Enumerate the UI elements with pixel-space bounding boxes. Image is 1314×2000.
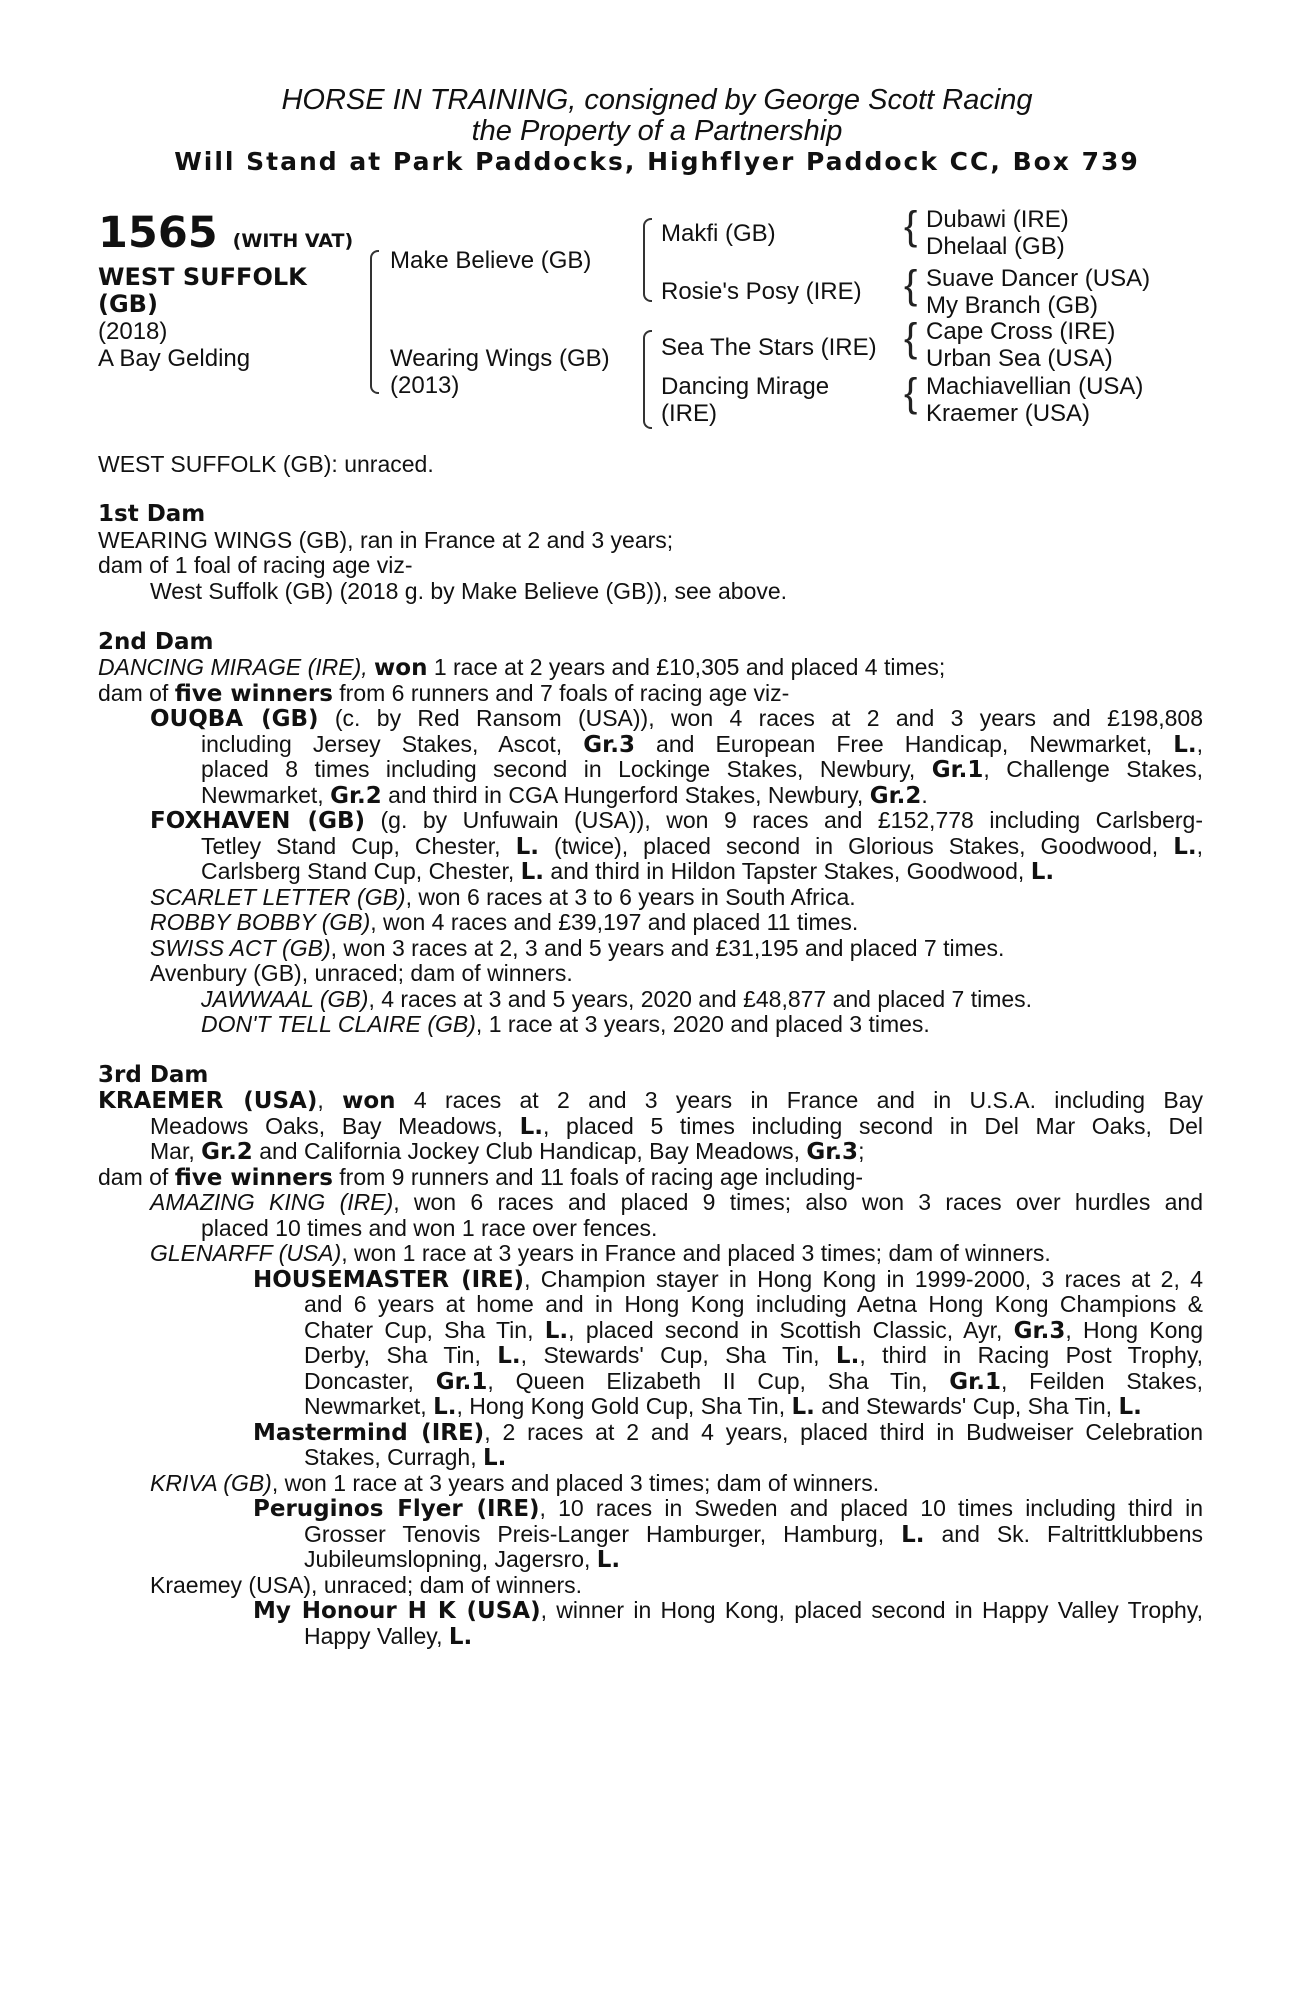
first-dam-heading: 1st Dam [98,501,206,527]
avenbury-line: Avenbury (GB), unraced; dam of winners. [150,960,573,986]
first-dam-foal: West Suffolk (GB) (2018 g. by Make Believe (GB)), see above. [150,578,788,604]
foaling-year: (2018) [98,318,168,345]
dam-parents-brace [643,330,652,429]
great-grandsire-4: Machiavellian (USA) [926,373,1144,400]
peruginos-flyer-line: Jubileumslopning, Jagersro, L. [304,1546,621,1573]
great-granddam-2: My Branch (GB) [926,292,1099,319]
foxhaven-line: FOXHAVEN (GB) (g. by Unfuwain (USA)), won 9 races and £152,778 including Carlsberg- [150,807,1204,834]
foxhaven-name: FOXHAVEN (GB) [150,808,365,834]
consignor-line: HORSE IN TRAINING, consigned by George Scott Racing [281,84,1033,116]
ouqba-line: placed 8 times including second in Lockinge Stakes, Newbury, Gr.1, Challenge Stakes, [201,756,1204,783]
second-dam-line: DANCING MIRAGE (IRE), won 1 race at 2 years and £10,305 and placed 4 times; [98,654,946,681]
sire-dam: Rosie's Posy (IRE) [661,278,862,305]
horse-name: WEST SUFFOLK [98,263,307,291]
parents-brace [370,250,379,394]
housemaster-line: Chater Cup, Sha Tin, L., placed second in Scottish Classic, Ayr, Gr.3, Hong Kong [304,1317,1204,1344]
housemaster-line: Newmarket, L., Hong Kong Gold Cup, Sha Tin, L. and Stewards' Cup, Sha Tin, L. [304,1393,1142,1420]
ouqba-line: including Jersey Stakes, Ascot, Gr.3 and European Free Handicap, Newmarket, L., [201,731,1203,758]
foxhaven-line: Carlsberg Stand Cup, Chester, L. and third in Hildon Tapster Stakes, Goodwood, L. [201,858,1055,885]
dam-sire: Sea The Stars (IRE) [661,334,877,361]
my-honour-line: My Honour H K (USA), winner in Hong Kong, placed second in Happy Valley Trophy, [253,1597,1203,1624]
ouqba-line: OUQBA (GB) (c. by Red Ransom (USA)), won 4 races at 2 and 3 years and £198,808 [150,705,1203,732]
great-granddam-1: Dhelaal (GB) [926,233,1065,260]
first-dam-line: WEARING WINGS (GB), ran in France at 2 and 3 years; [98,527,674,553]
great-granddam-4: Kraemer (USA) [926,400,1091,427]
housemaster-line: and 6 years at home and in Hong Kong including Aetna Hong Kong Champions & [304,1291,1203,1317]
horse-description: A Bay Gelding [98,345,251,372]
dam-dam-country: (IRE) [661,400,717,427]
jawwaal-line: JAWWAAL (GB), 4 races at 3 and 5 years, 2020 and £48,877 and placed 7 times. [201,986,1033,1012]
sire-parents-brace [643,218,652,302]
housemaster-line: HOUSEMASTER (IRE), Champion stayer in Hong Kong in 1999-2000, 3 races at 2, 4 [253,1266,1203,1293]
housemaster-line: Doncaster, Gr.1, Queen Elizabeth II Cup, Sha Tin, Gr.1, Feilden Stakes, [304,1368,1204,1395]
first-dam-produce-line: dam of 1 foal of racing age viz- [98,552,413,578]
horse-name-country: (GB) [98,290,158,318]
third-dam-produce-line: dam of five winners from 9 runners and 11 foals of racing age including- [98,1164,864,1191]
grandparents-brace-1: { [904,204,918,248]
my-honour-line: Happy Valley, L. [304,1623,473,1650]
kraemey-line: Kraemey (USA), unraced; dam of winners. [150,1572,583,1598]
stand-location-line: Will Stand at Park Paddocks, Highflyer Paddock CC, Box 739 [174,147,1140,176]
kraemer-line: KRAEMER (USA), won 4 races at 2 and 3 years in France and in U.S.A. including Bay [98,1087,1204,1114]
second-dam-heading: 2nd Dam [98,629,214,655]
amazing-king-line: placed 10 times and won 1 race over fences. [201,1215,658,1241]
lot-number: 1565 (WITH VAT) [98,208,354,258]
ouqba-line: Newmarket, Gr.2 and third in CGA Hungerford Stakes, Newbury, Gr.2. [201,782,928,809]
dont-tell-claire-line: DON'T TELL CLAIRE (GB), 1 race at 3 years, 2020 and placed 3 times. [201,1011,930,1037]
mastermind-line: Stakes, Curragh, L. [304,1444,507,1471]
robby-bobby-line: ROBBY BOBBY (GB), won 4 races and £39,197 and placed 11 times. [150,909,859,935]
dam: Wearing Wings (GB) [390,345,610,372]
sire-sire: Makfi (GB) [661,220,776,247]
grandparents-brace-4: { [904,371,918,415]
great-grandsire-3: Cape Cross (IRE) [926,318,1116,345]
third-dam-heading: 3rd Dam [98,1062,209,1088]
dam-year: (2013) [390,372,460,399]
amazing-king-line: AMAZING KING (IRE), won 6 races and placed 9 times; also won 3 races over hurdles and [150,1189,1203,1215]
peruginos-flyer-line: Peruginos Flyer (IRE), 10 races in Sweden and placed 10 times including third in [253,1495,1204,1522]
foxhaven-line: Tetley Stand Cup, Chester, L. (twice), placed second in Glorious Stakes, Goodwood, L., [201,833,1204,860]
sire: Make Believe (GB) [390,247,592,274]
property-line: the Property of a Partnership [471,115,843,147]
grandparents-brace-2: { [904,263,918,307]
great-grandsire-1: Dubawi (IRE) [926,206,1069,233]
great-granddam-3: Urban Sea (USA) [926,345,1113,372]
dam-dam: Dancing Mirage [661,373,830,400]
housemaster-line: Derby, Sha Tin, L., Stewards' Cup, Sha Tin, L., third in Racing Post Trophy, [304,1342,1203,1369]
kraemer-line: Mar, Gr.2 and California Jockey Club Handicap, Bay Meadows, Gr.3; [150,1138,865,1165]
race-record: WEST SUFFOLK (GB): unraced. [98,451,434,477]
ouqba-name: OUQBA (GB) [150,706,319,732]
swiss-act-line: SWISS ACT (GB), won 3 races at 2, 3 and 5 years and £31,195 and placed 7 times. [150,935,1005,961]
peruginos-flyer-line: Grosser Tenovis Preis-Langer Hamburger, Hamburg, L. and Sk. Faltrittklubbens [304,1521,1204,1548]
scarlet-letter-line: SCARLET LETTER (GB), won 6 races at 3 to 6 years in South Africa. [150,884,856,910]
kraemer-line: Meadows Oaks, Bay Meadows, L., placed 5 times including second in Del Mar Oaks, Del [150,1113,1204,1140]
glenarff-line: GLENARFF (USA), won 1 race at 3 years in France and placed 3 times; dam of winners. [150,1240,1051,1266]
kriva-line: KRIVA (GB), won 1 race at 3 years and placed 3 times; dam of winners. [150,1470,880,1496]
mastermind-line: Mastermind (IRE), 2 races at 2 and 4 years, placed third in Budweiser Celebration [253,1419,1204,1446]
grandparents-brace-3: { [904,316,918,360]
second-dam-produce-line: dam of five winners from 6 runners and 7 foals of racing age viz- [98,680,790,707]
great-grandsire-2: Suave Dancer (USA) [926,265,1151,292]
vat-note: (WITH VAT) [232,230,354,252]
